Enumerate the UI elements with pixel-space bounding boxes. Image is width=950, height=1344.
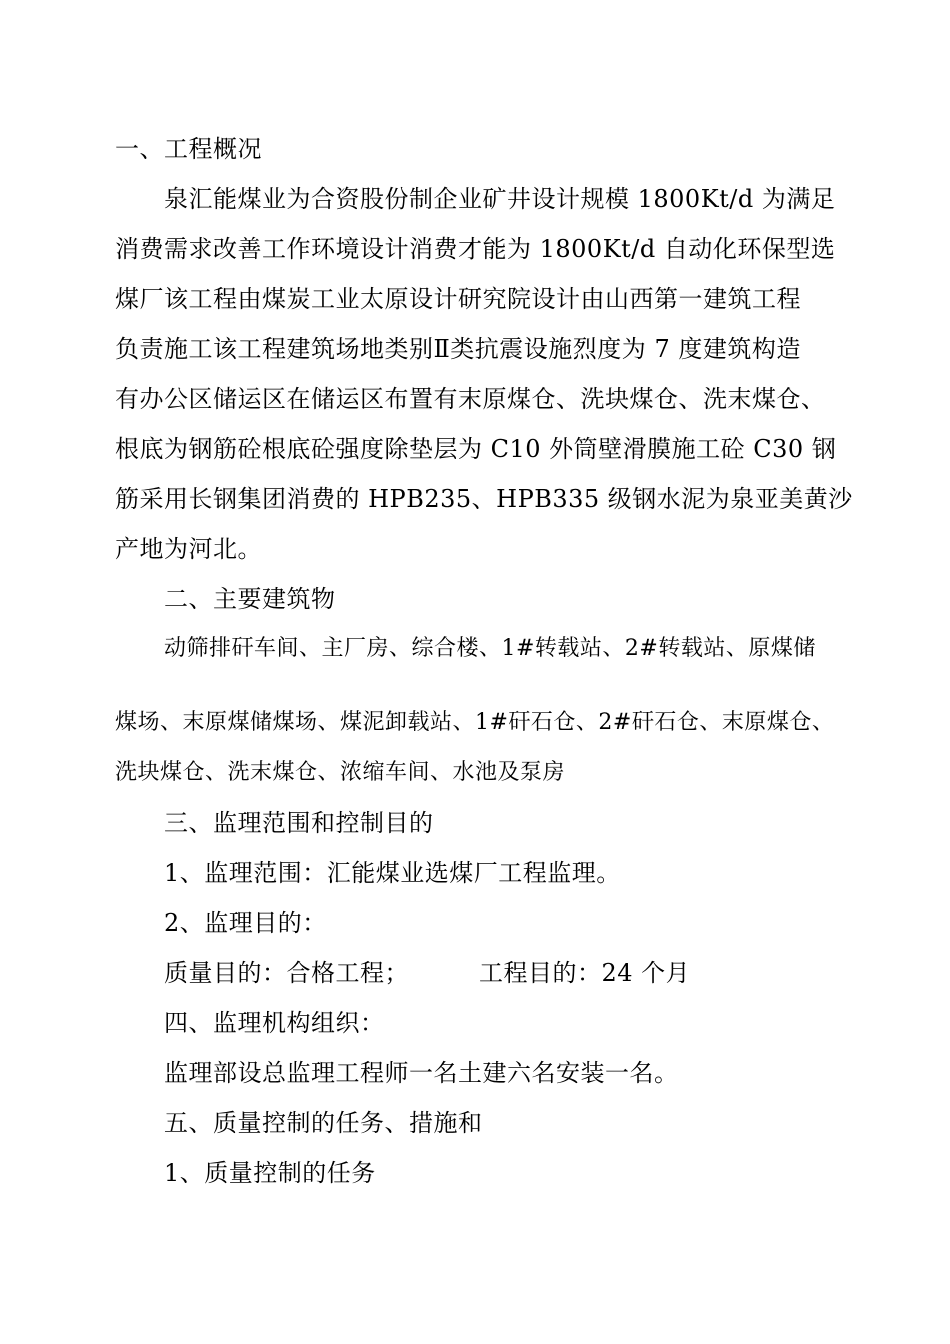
paragraph-line: 根底为钢筋砼根底砼强度除垫层为 C10 外筒壁滑膜施工砼 C30 钢 bbox=[115, 435, 837, 463]
heading-supervision-scope: 三、监理范围和控制目的 bbox=[164, 809, 434, 837]
paragraph-line: 有办公区储运区在储运区布置有末原煤仓、洗块煤仓、洗末煤仓、 bbox=[115, 385, 826, 413]
paragraph-line: 1、质量控制的任务 bbox=[164, 1159, 376, 1187]
quality-target: 质量目的：合格工程； bbox=[164, 959, 409, 987]
heading-quality-control: 五、质量控制的任务、措施和 bbox=[164, 1109, 483, 1137]
paragraph-line: 筋采用长钢集团消费的 HPB235、HPB335 级钢水泥为泉亚美黄沙 bbox=[115, 485, 853, 513]
paragraph-line: 消费需求改善工作环境设计消费才能为 1800Kt/d 自动化环保型选 bbox=[115, 235, 836, 263]
paragraph-line: 2、监理目的： bbox=[164, 909, 327, 937]
heading-supervision-organization: 四、监理机构组织： bbox=[164, 1009, 385, 1037]
paragraph-line: 1、监理范围：汇能煤业选煤厂工程监理。 bbox=[164, 859, 621, 887]
heading-main-buildings: 二、主要建筑物 bbox=[164, 585, 336, 613]
paragraph-line: 煤场、末原煤储煤场、煤泥卸载站、1#矸石仓、2#矸石仓、末原煤仓、 bbox=[115, 710, 835, 735]
paragraph-line: 负责施工该工程建筑场地类别Ⅱ类抗震设施烈度为 7 度建筑构造 bbox=[115, 335, 801, 363]
paragraph-line: 洗块煤仓、洗末煤仓、浓缩车间、水池及泵房 bbox=[115, 760, 566, 785]
schedule-target: 工程目的：24 个月 bbox=[479, 959, 691, 987]
paragraph-line: 动筛排矸车间、主厂房、综合楼、1#转载站、2#转载站、原煤储 bbox=[164, 636, 816, 661]
heading-project-overview: 一、工程概况 bbox=[115, 135, 262, 163]
paragraph-line: 产地为河北。 bbox=[115, 535, 262, 563]
paragraph-line: 监理部设总监理工程师一名土建六名安装一名。 bbox=[164, 1059, 679, 1087]
paragraph-line: 煤厂该工程由煤炭工业太原设计研究院设计由山西第一建筑工程 bbox=[115, 285, 801, 313]
paragraph-line bbox=[164, 958, 844, 988]
paragraph-line: 泉汇能煤业为合资股份制企业矿井设计规模 1800Kt/d 为满足 bbox=[164, 185, 836, 213]
